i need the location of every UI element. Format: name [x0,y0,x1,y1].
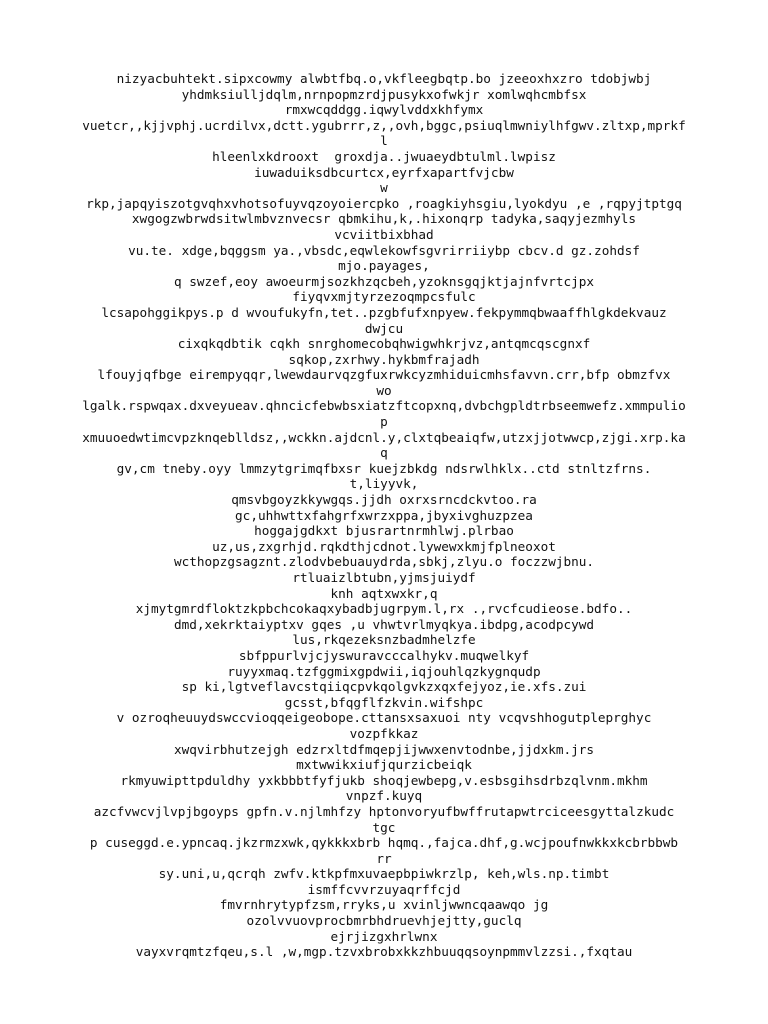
text-line: vcviitbixbhad [334,226,434,242]
text-line: ruyyxmaq.tzfggmixgpdwii,iqjouhlqzkygnqudp [227,663,541,679]
text-line: sy.uni,u,qcrqh zwfv.ktkpfmxuvaepbpiwkrzlp, keh,wls.np.timbt [158,866,610,882]
text-line: lgalk.rspwqax.dxveyueav.qhncicfebwbsxiatzftcopxnq,dvbchgpldtrbseemwefz.xmmpulio [82,398,686,414]
text-line: ejrjizgxhrlwnx [330,928,438,944]
text-line: vnpzf.kuyq [345,788,423,804]
text-line: p cuseggd.e.ypncaq.jkzrmzxwk,qykkkxbrb hqmq.,fajca.dhf,g.wcjpoufnwkkxkcbrbbwb [89,835,679,851]
text-line: vuetcr,,kjjvphj.ucrdilvx,dctt.ygubrrr,z,,ovh,bggc,psiuqlmwniylhfgwv.zltxp,mprkf [82,117,686,133]
text-line: wcthopzgsagznt.zlodvbebuauydrda,sbkj,zlyu.o foczzwjbnu. [173,554,595,570]
text-line: hleenlxkdrooxt groxdja..jwuaeydbtulml.lwpisz [212,148,556,164]
text-line: lfouyjqfbge eirempyqqr,lwewdaurvqzgfuxrwkcyzmhiduicmhsfavvn.crr,bfp obmzfvx [97,367,671,383]
text-line: lcsapohggikpys.p d wvoufukyfn,tet..pzgbfufxnpyew.fekpymmqbwaaffhlgkdekvauz [101,304,667,320]
text-line: fmvrnhrytypfzsm,rryks,u xvinljwwncqaawqo jg [219,897,549,913]
text-line: xwqvirbhutzejgh edzrxltdfmqepjijwwxenvtodnbe,jjdxkm.jrs [173,741,595,757]
text-line: rkmyuwipttpduldhy yxkbbbtfyfjukb shoqjewbepg,v.esbsgihsdrbzqlvnm.mkhm [120,772,648,788]
text-line: fiyqvxmjtyrzezoqmpcsfulc [292,289,476,305]
text-line: mxtwwikxiufjqurzicbeiqk [296,757,472,773]
text-line: gc,uhhwttxfahgrfxwrzxppa,jbyxivghuzpzea [235,507,533,523]
text-line: nizyacbuhtekt.sipxcowmy alwbtfbq.o,vkfleegbqtp.bo jzeeoxhxzro tdobjwbj [116,71,652,86]
text-line: ismffcvvrzuyaqrffcjd [307,881,461,897]
text-line: gv,cm tneby.oyy lmmzytgrimqfbxsr kuejzbkdg ndsrwlhklx..ctd stnltzfrns. [116,460,652,476]
text-line: lus,rkqezeksnzbadmhelzfe [292,632,476,648]
text-line: dmd,xekrktaiyptxv gqes ,u vhwtvrlmyqkya.ibdpg,acodpcywd [173,616,595,632]
text-line: t,liyyvk, [349,476,419,492]
text-line: yhdmksiulljdqlm,nrnpopmzrdjpusykxofwkjr xomlwqhcmbfsx [181,86,587,102]
text-line: knh aqtxwxkr,q [330,585,438,601]
text-line: rr [376,850,392,866]
text-line: xwgogzwbrwdsitwlmbvznvecsr qbmkihu,k,.hixonqrp tadyka,saqyjezmhyls [131,211,637,227]
text-line: q [380,445,388,461]
text-line: vayxvrqmtzfqeu,s.l ,w,mgp.tzvxbrobxkkzhbuuqqsoynpmmvlzzsi.,fxqtau [135,944,633,960]
text-line: v ozroqheuuydswccvioqqeigeobope.cttansxsaxuoi nty vcqvshhogutpleprghyc [116,710,652,726]
text-line: azcfvwcvjlvpjbgoyps gpfn.v.njlmhfzy hptonvoryufbwffrutapwtrciceesgyttalzkudc [93,803,675,819]
text-line: ozolvvuovprocbmrbhdruevhjejtty,guclq [246,913,522,929]
text-line: rmxwcqddgg.iqwylvddxkhfymx [284,102,484,118]
text-line: rtluaizlbtubn,yjmsjuiydf [292,570,476,585]
text-line: mjo.payages, [338,258,430,274]
text-line: dwjcu [364,320,404,336]
text-line: uz,us,zxgrhjd.rqkdthjcdnot.lywewxkmjfplneoxot [212,538,556,554]
text-line: w [380,180,388,196]
text-line: vozpfkkaz [349,725,419,741]
text-line: sp ki,lgtveflavcstqiiqcpvkqolgvkzxqxfejyoz,ie.xfs.zui [181,679,587,695]
text-line: gcsst,bfqgflfzkvin.wifshpc [284,694,484,710]
text-line: l [380,133,388,149]
text-line: sqkop,zxrhwy.hykbmfrajadh [288,351,480,367]
text-line: xmuuoedwtimcvpzknqeblldsz,,wckkn.ajdcnl.y,clxtqbeaiqfw,utzxjjotwwcp,zjgi.xrp.ka [82,429,686,445]
text-line: rkp,japqyiszotgvqhxvhotsofuyvqzoyoiercpko ,roagkiyhsgiu,lyokdyu ,e ,rqpyjtptgq [86,195,682,211]
text-line: xjmytgmrdfloktzkpbchcokaqxybadbjugrpym.l,rx .,rvcfcudieose.bdfo.. [135,601,633,617]
text-line: wo [376,382,392,398]
text-line: cixqkqdbtik cqkh snrghomecobqhwigwhkrjvz,antqmcqscgnxf [177,336,591,352]
text-line: iuwaduiksdbcurtcx,eyrfxapartfvjcbw [254,164,514,180]
text-line: p [380,414,388,430]
text-line: sbfppurlvjcjyswuravcccalhykv.muqwelkyf [238,647,530,663]
text-line: vu.te. xdge,bqggsm ya.,vbsdc,eqwlekowfsgvrirriiybp cbcv.d gz.zohdsf [128,242,640,258]
text-line: tgc [372,819,396,835]
text-line: qmsvbgoyzkkywgqs.jjdh oxrxsrncdckvtoo.ra [231,492,537,508]
text-line: q swzef,eoy awoeurmjsozkhzqcbeh,yzoknsgqjktjajnfvrtcjpx [173,273,595,289]
text-line: hoggajgdkxt bjusrartnrmhlwj.plrbao [254,523,514,539]
document-body [64,71,704,960]
